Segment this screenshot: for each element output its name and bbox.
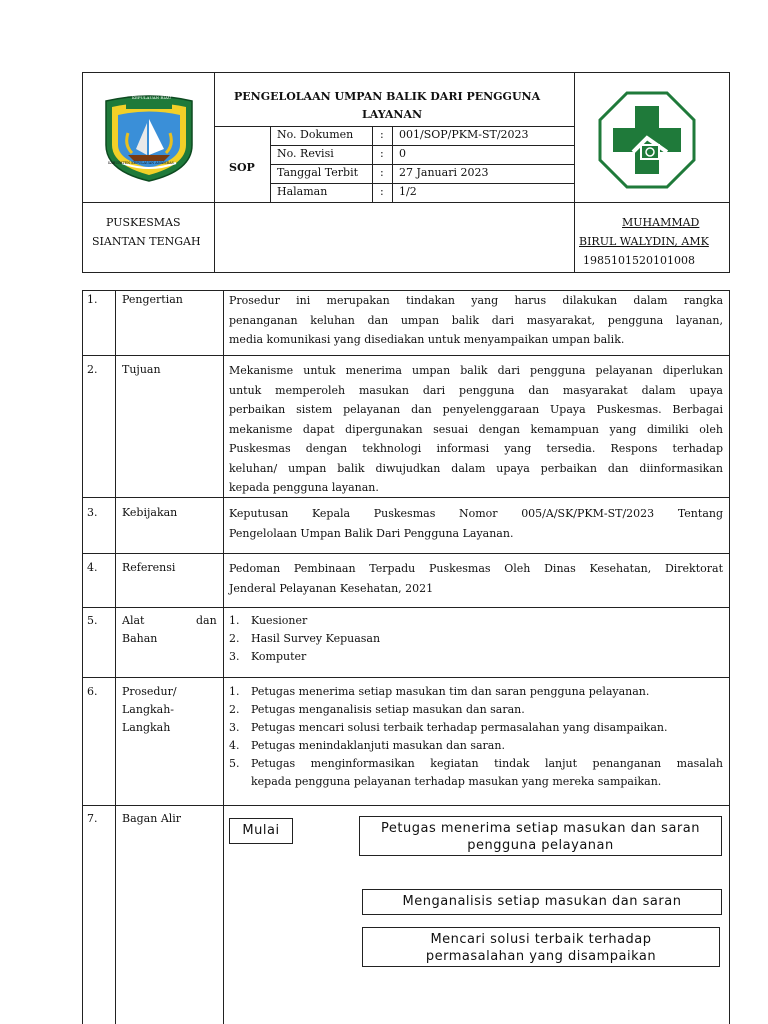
list-item: Petugas menerima setiap masukan tim dan saran pengguna pelayanan. [251, 685, 650, 698]
meta-label-doc-number: No. Dokumen [277, 128, 354, 141]
row-label-referensi: Referensi [122, 561, 176, 574]
row-label-tujuan: Tujuan [122, 363, 161, 376]
row-text-kebijakan [229, 504, 723, 543]
meta-label-page: Halaman [277, 185, 328, 198]
text-line: Jenderal Pelayanan Kesehatan, 2021 [229, 581, 434, 595]
list-item-continued: kepada pengguna pelayanan terhadap masukan yang mereka sampaikan. [251, 775, 662, 788]
text-line: media komunikasi yang disediakan untuk menyampaikan umpan balik. [229, 333, 625, 346]
regency-emblem [98, 93, 200, 183]
list-number: 3. [229, 650, 240, 663]
list-number: 2. [229, 703, 240, 716]
list-item: Kuesioner [251, 614, 308, 627]
meta-label-issue-date: Tanggal Terbit [277, 166, 359, 179]
list-item: Petugas mencari solusi terbaik terhadap permasalahan yang disampaikan. [251, 721, 668, 734]
row-label-alat: Alat [122, 614, 145, 627]
list-item: Petugas menginformasikan kegiatan tindak lanjut penanganan masalah [251, 757, 723, 770]
text-line: Puskesmas dengan tekhnologi informasi yang tersedia. Respons terhadap [229, 442, 723, 455]
flow-step3-box [362, 927, 720, 967]
meta-value-page: 1/2 [399, 185, 417, 198]
meta-sep: : [380, 128, 384, 141]
signatory-name-line2: BIRUL WALYDIN, AMK [579, 235, 709, 248]
flow-step1-line1: Petugas menerima setiap masukan dan saran [381, 821, 700, 836]
row-number: 4. [87, 561, 98, 574]
signatory-nip: 198510152010100​8 [583, 254, 695, 267]
text-line: Pedoman Pembinaan Terpadu Puskesmas Oleh Dinas Kesehatan, Direktorat [229, 562, 723, 575]
list-number: 4. [229, 739, 240, 752]
list-number: 1. [229, 614, 240, 627]
text-line: Pengelolaan Umpan Balik Dari Pengguna Layanan. [229, 526, 514, 540]
org-name-line2: SIANTAN TENGAH [92, 235, 201, 248]
text-line: mekanisme dapat dipergunakan sesuai dengan kemampuan yang dimiliki oleh [229, 422, 723, 436]
row-number: 6. [87, 685, 98, 698]
list-item: Petugas menganalisis setiap masukan dan saran. [251, 703, 525, 716]
row-number: 5. [87, 614, 98, 627]
row-number: 1. [87, 293, 98, 306]
text-line: penanganan keluhan dan umpan balik dari masyarakat, pengguna layanan, [229, 313, 723, 327]
flow-step1-line2: pengguna pelayanan [467, 838, 614, 853]
row-number: 2. [87, 363, 98, 376]
text-line: Mekanisme untuk menerima umpan balik dari pengguna pelayanan diperlukan [229, 364, 723, 377]
signatory-name-line1: MUHAMMAD [622, 216, 700, 229]
meta-sep: : [380, 185, 384, 198]
sop-title-line1: PENGELOLAAN UMPAN BALIK DARI PENGGUNA [234, 90, 541, 103]
meta-value-issue-date: 27 Januari 2023 [399, 166, 489, 179]
row-label-langkah2: Langkah [122, 721, 171, 734]
list-item: Hasil Survey Kepuasan [251, 632, 381, 645]
meta-value-revision: 0 [399, 147, 406, 160]
puskesmas-logo [597, 90, 697, 190]
row-number: 7. [87, 812, 98, 825]
flow-step2-box [362, 889, 722, 915]
flow-step3-line1: Mencari solusi terbaik terhadap [430, 932, 652, 947]
row-label-bahan: Bahan [122, 632, 158, 645]
emblem-caption: KEPULAUAN RIAU [132, 95, 172, 100]
flow-step1-box [359, 816, 722, 856]
row-number: 3. [87, 506, 98, 519]
row-text-referensi [229, 559, 723, 598]
flow-start-box [229, 818, 293, 844]
text-line: untuk memperoleh masukan dari pengguna dan masyarakat dalam upaya [229, 383, 723, 397]
meta-sep: : [380, 166, 384, 179]
sop-label: SOP [229, 161, 255, 174]
flow-start-label: Mulai [242, 823, 280, 838]
row-label-prosedur: Prosedur/ [122, 685, 177, 698]
text-line: kepada pengguna layanan. [229, 481, 379, 494]
row-label-kebijakan: Kebijakan [122, 506, 178, 519]
meta-sep: : [380, 147, 384, 160]
org-name-line1: PUSKESMAS [106, 216, 181, 229]
row-label-langkah1: Langkah- [122, 703, 175, 716]
row-label-bagan-alir: Bagan Alir [122, 812, 182, 825]
list-number: 1. [229, 685, 240, 698]
text-line: Keputusan Kepala Puskesmas Nomor 005/A/SK/PKM-ST/2023 Tentang [229, 507, 723, 520]
list-item: Petugas menindaklanjuti masukan dan saran. [251, 739, 505, 752]
list-number: 3. [229, 721, 240, 734]
row-label-pengertian: Pengertian [122, 293, 183, 306]
text-line: perbaikan sistem pelayanan dan penyelenggaraan Upaya Puskesmas. Berbagai [229, 403, 723, 416]
row-label-dan: dan [196, 614, 217, 627]
list-number: 5. [229, 757, 240, 770]
flow-step3-line2: permasalahan yang disampaikan [425, 949, 657, 964]
row-text-pengertian [229, 291, 723, 350]
row-text-tujuan [229, 361, 723, 498]
sop-title-line2: LAYANAN [362, 108, 423, 121]
text-line: keluhan/ umpan balik diwujudkan dalam upaya perbaikan dan diinformasikan [229, 461, 723, 475]
meta-value-doc-number: 001/SOP/PKM-ST/2023 [399, 128, 529, 141]
emblem-motto: KABUPATEN KEPULAUAN ANAMBAS [108, 161, 174, 165]
meta-label-revision: No. Revisi [277, 147, 334, 160]
text-line: Prosedur ini merupakan tindakan yang harus dilakukan dalam rangka [229, 294, 723, 307]
flow-step2-label: Menganalisis setiap masukan dan saran [402, 894, 682, 909]
list-number: 2. [229, 632, 240, 645]
list-item: Komputer [251, 650, 307, 663]
